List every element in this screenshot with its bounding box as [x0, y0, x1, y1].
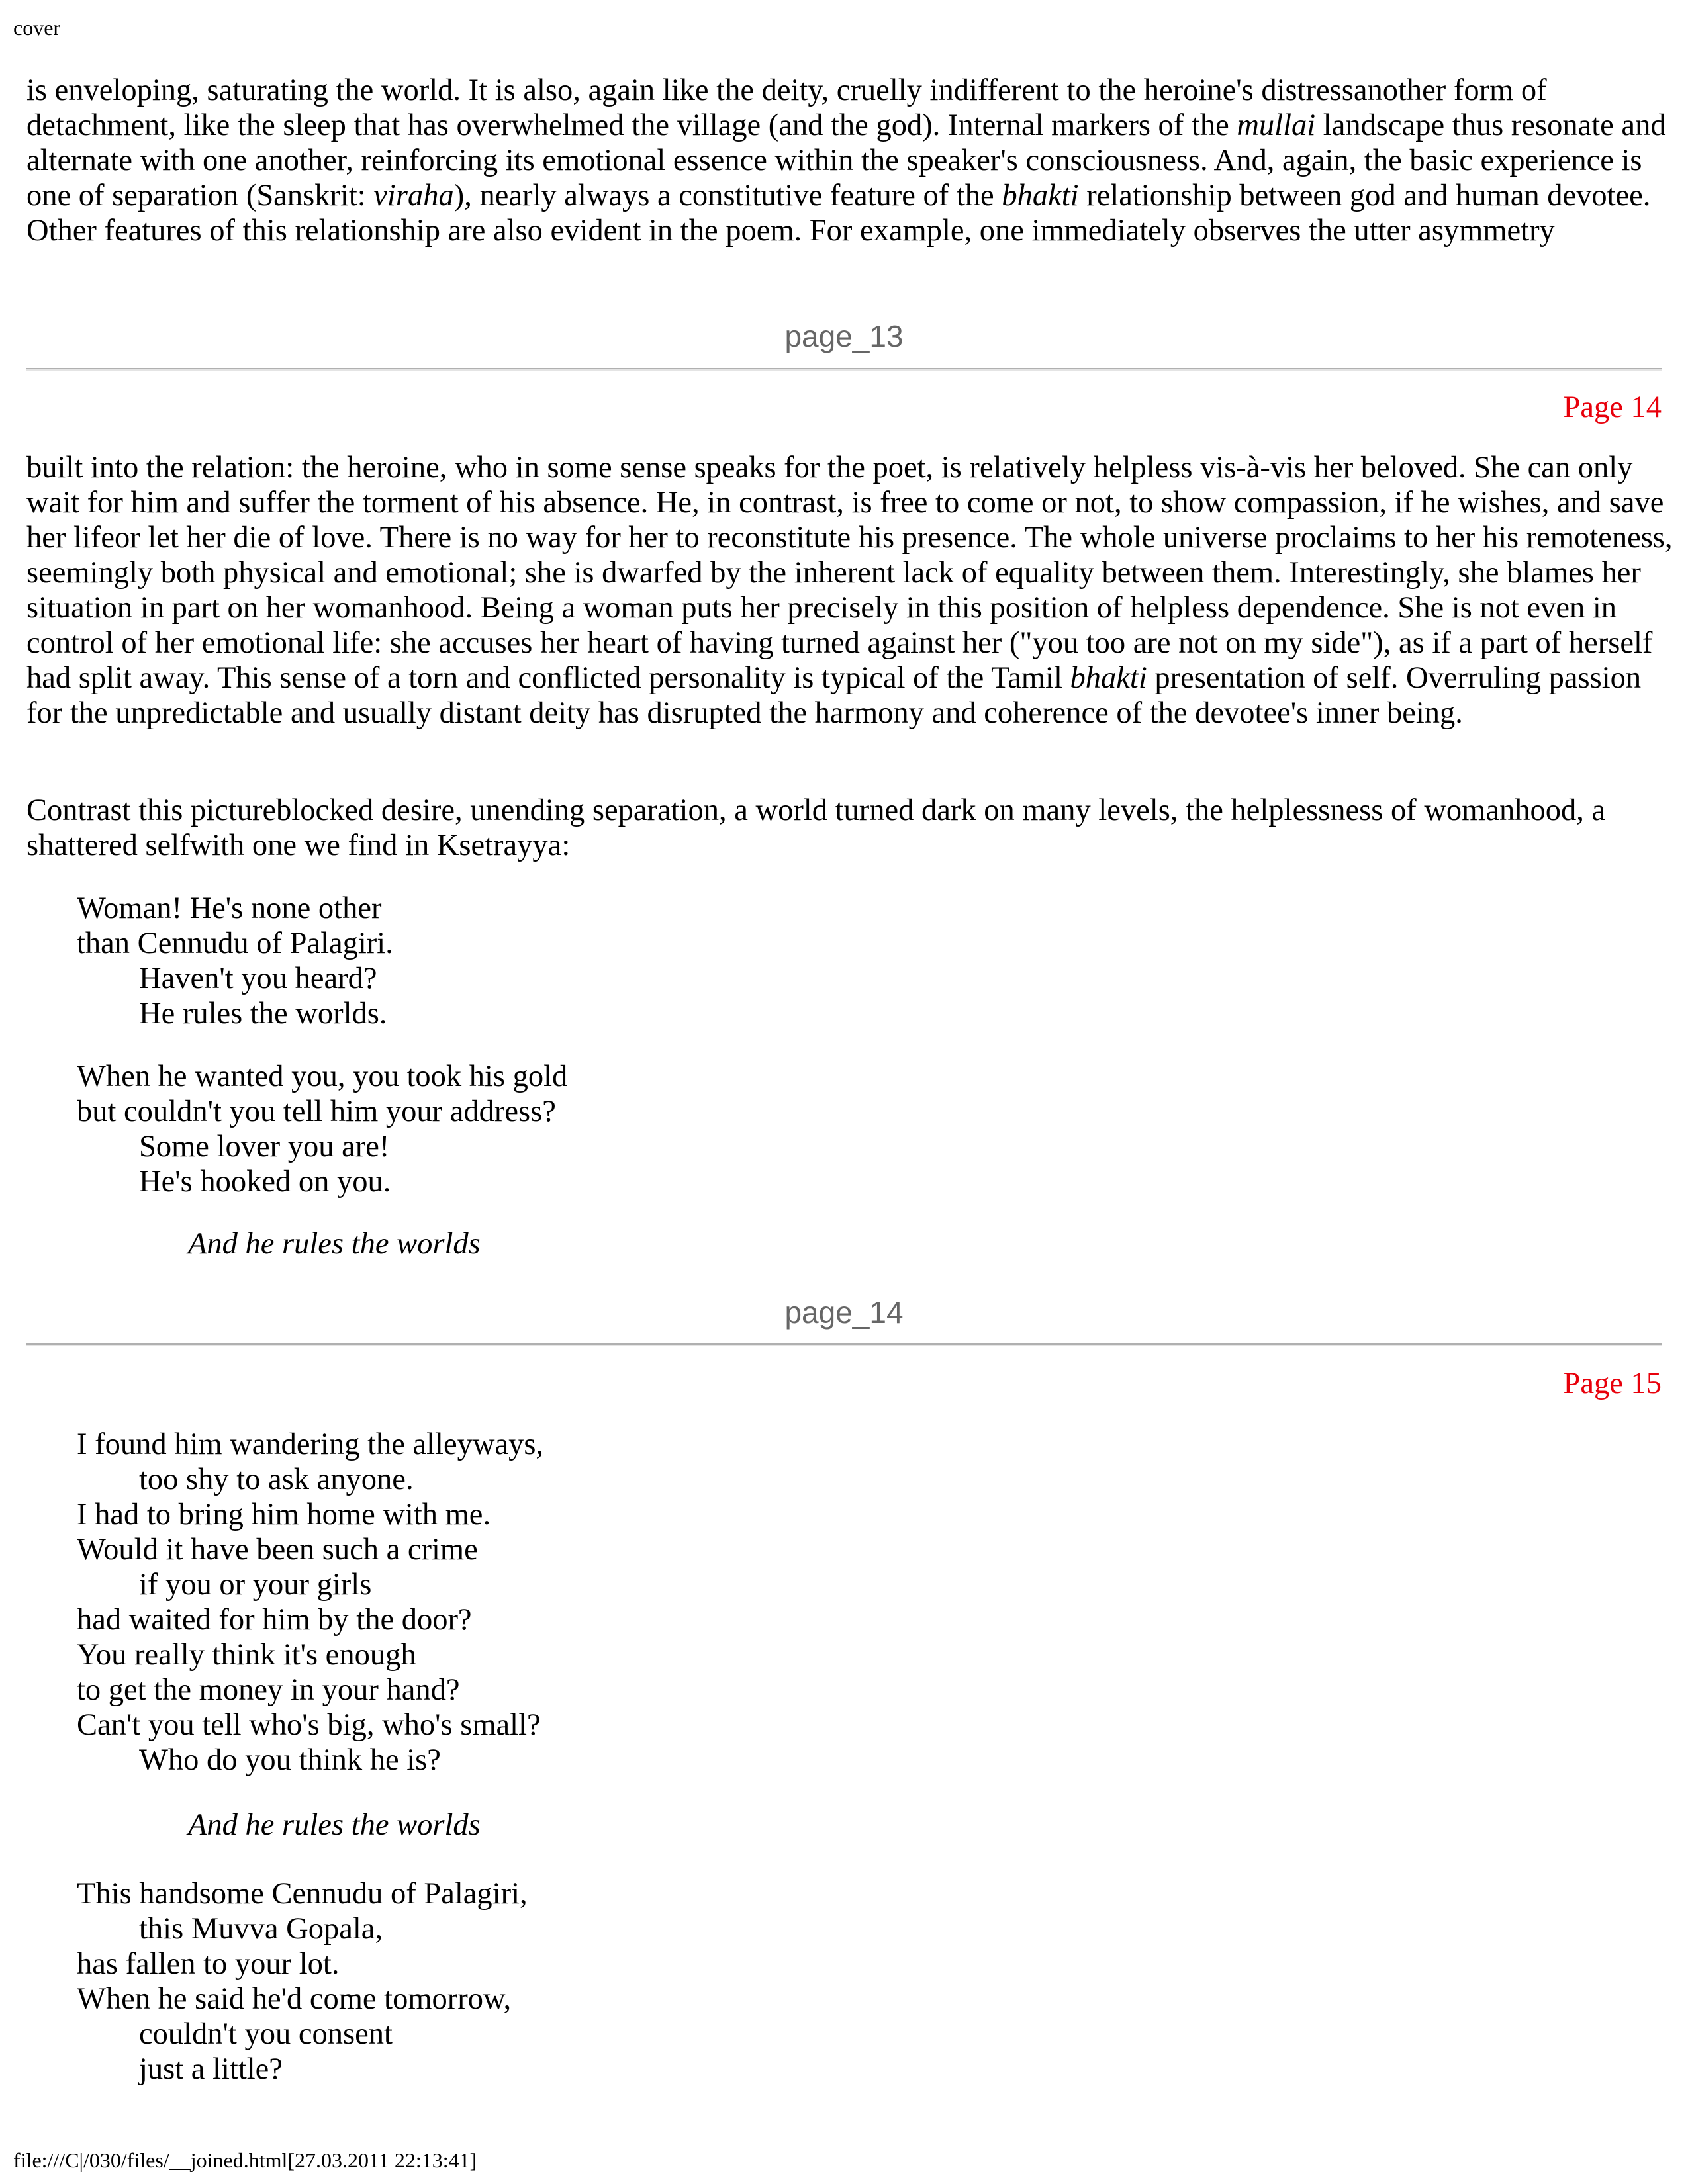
poem-line: had waited for him by the door? [77, 1603, 472, 1637]
text-run: built into the relation: the heroine, who in some sense speaks for the poet, is relatively helpless vis-à-vis her beloved. She can only wait for him and suffer the torment of his absence. He, in contrast, is free to come or not, to show compassion, if he wishes, and save her lifeor let her die of love. There is no way for her to reconstitute his presence. The whole universe proclaims to her his remoteness, seemingly both physical and emotional; she is dwarfed by the inherent lack of equality between them. Interestingly, she blames her situation in part on her womanhood. Being a woman puts her precisely in this position of helpless dependence. She is not even in control of her emotional life: she accuses her heart of having turned against her ("you too are not on my side"), as if a part of herself had split away. This sense of a torn and conflicted personality is typical of the Tamil [26, 451, 1673, 695]
italic-term: viraha [373, 179, 454, 212]
poem-line: I found him wandering the alleyways, [77, 1428, 544, 1461]
poem-line: This handsome Cennudu of Palagiri, [77, 1877, 528, 1911]
poem-line: too shy to ask anyone. [139, 1463, 414, 1496]
paragraph-page-14-body [26, 450, 1675, 731]
poem-line: this Muvva Gopala, [139, 1912, 383, 1946]
poem-refrain: And he rules the worlds [188, 1227, 481, 1261]
poem-line: couldn't you consent [139, 2017, 393, 2051]
poem-line: but couldn't you tell him your address? [77, 1095, 556, 1128]
poem-line: When he said he'd come tomorrow, [77, 1982, 512, 2016]
poem-line: Would it have been such a crime [77, 1533, 478, 1567]
poem-line: Woman! He's none other [77, 891, 382, 925]
poem-line: Some lover you are! [139, 1130, 390, 1163]
page-marker-13: page_13 [784, 319, 904, 353]
poem-line: if you or your girls [139, 1568, 372, 1602]
page-divider [26, 368, 1662, 371]
page-number-15: Page 15 [1563, 1367, 1662, 1400]
text-run: Contrast this pictureblocked desire, unending separation, a world turned dark on many levels, the helplessness of womanhood, a shattered selfwith one we find in Ksetrayya: [26, 794, 1606, 862]
poem-stanza-3 [77, 1427, 1004, 1778]
text-run: landscape thus resonate and alternate with one another, reinforcing its emotional essence within the speaker's consciousness. And, again, the basic experience is one of separation (Sanskrit: [26, 109, 1666, 212]
poem-line: Who do you think he is? [139, 1743, 441, 1777]
poem-line: to get the money in your hand? [77, 1673, 460, 1707]
page-marker-14: page_14 [784, 1295, 904, 1330]
page-number-14: Page 14 [1563, 390, 1662, 424]
poem-stanza-2 [77, 1059, 1004, 1199]
text-run: relationship between god and human devotee. Other features of this relationship are also evident in the poem. For example, one immediately observes the utter asymmetry [26, 179, 1651, 248]
italic-term: bhakti [1070, 661, 1147, 695]
poem-line: than Cennudu of Palagiri. [77, 927, 393, 960]
text-run: is enveloping, saturating the world. It is also, again like the deity, cruelly indifferent to the heroine's distressanother form of detachment, like the sleep that has overwhelmed the village (and the god). Internal markers of the [26, 73, 1547, 142]
poem-line: just a little? [139, 2052, 283, 2086]
text-run: presentation of self. Overruling passion for the unpredictable and usually distant deity has disrupted the harmony and coherence of the devotee's inner being. [26, 661, 1642, 730]
header-label: cover [13, 16, 61, 40]
text-run: ), nearly always a constitutive feature of the [453, 179, 1002, 212]
footer-file-path: file:///C|/030/files/__joined.html[27.03.2011 22:13:41] [13, 2148, 477, 2172]
paragraph-page-13 [26, 73, 1675, 248]
poem-line: You really think it's enough [77, 1638, 416, 1672]
poem-line: I had to bring him home with me. [77, 1498, 491, 1531]
poem-line: When he wanted you, you took his gold [77, 1060, 568, 1093]
poem-stanza-4 [77, 1876, 1004, 2087]
poem-line: Can't you tell who's big, who's small? [77, 1708, 541, 1742]
poem-line: has fallen to your lot. [77, 1947, 340, 1981]
paragraph-contrast [26, 793, 1675, 863]
poem-line: He's hooked on you. [139, 1165, 391, 1199]
page-divider [26, 1343, 1662, 1346]
poem-line: He rules the worlds. [139, 997, 387, 1030]
poem-refrain: And he rules the worlds [188, 1808, 481, 1842]
poem-stanza-1 [77, 891, 1004, 1031]
italic-term: mullai [1237, 109, 1316, 142]
poem-line: Haven't you heard? [139, 962, 377, 995]
italic-term: bhakti [1002, 179, 1079, 212]
